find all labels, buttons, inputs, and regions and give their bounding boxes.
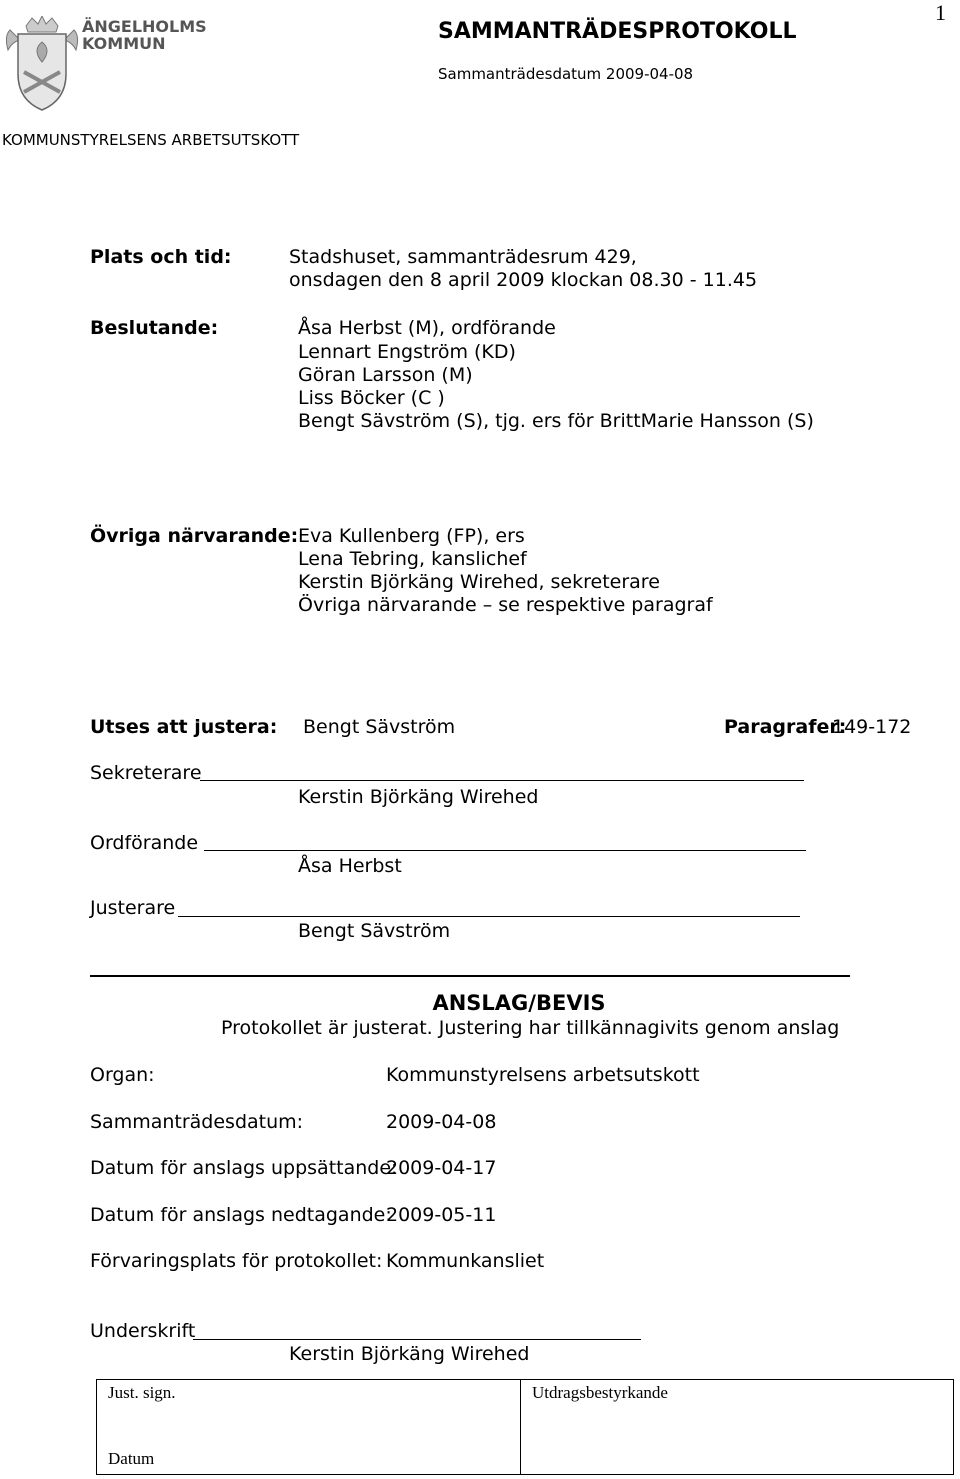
page-number: 1 xyxy=(935,0,946,25)
notice-row-value: 2009-04-08 xyxy=(386,1111,497,1133)
footer-table-divider xyxy=(520,1380,521,1474)
place-line: Stadshuset, sammanträdesrum 429, xyxy=(289,246,637,268)
notice-subtitle: Protokollet är justerat. Justering har tillkännagivits genom anslag xyxy=(221,1017,840,1039)
notice-row-label: Sammanträdesdatum: xyxy=(90,1111,304,1133)
notice-row-label: Datum för anslags uppsättande: xyxy=(90,1157,398,1179)
notice-row-value: 2009-05-11 xyxy=(386,1204,497,1226)
adjuster-signature-line xyxy=(178,916,800,917)
org-name-line2: KOMMUN xyxy=(82,34,166,53)
deciding-label: Beslutande: xyxy=(90,317,219,339)
notice-row-label: Datum för anslags nedtagande: xyxy=(90,1204,392,1226)
signature-label: Underskrift xyxy=(90,1320,196,1342)
deciding-member: Liss Böcker (C ) xyxy=(298,387,445,409)
just-sign-label: Just. sign. xyxy=(108,1383,176,1402)
adjuster-signature-name: Bengt Sävström xyxy=(298,920,451,942)
deciding-member: Göran Larsson (M) xyxy=(298,364,473,386)
footer-table xyxy=(96,1379,954,1475)
notice-signature-line xyxy=(193,1339,641,1340)
coat-of-arms-icon xyxy=(2,16,82,112)
document-title: SAMMANTRÄDESPROTOKOLL xyxy=(438,19,797,44)
chair-signature-line xyxy=(204,850,806,851)
adjuster-role: Justerare xyxy=(90,897,176,919)
section-divider xyxy=(90,975,850,977)
adjuster-name: Bengt Sävström xyxy=(303,716,456,738)
deciding-member: Lennart Engström (KD) xyxy=(298,341,516,363)
secretary-signature-line xyxy=(200,780,804,781)
other-attendee: Eva Kullenberg (FP), ers xyxy=(298,525,525,547)
place-time-label: Plats och tid: xyxy=(90,246,232,268)
notice-row-label: Organ: xyxy=(90,1064,155,1086)
secretary-name: Kerstin Björkäng Wirehed xyxy=(298,786,539,808)
paragraphs-range: 149-172 xyxy=(832,716,912,738)
time-line: onsdagen den 8 april 2009 klockan 08.30 - 11.45 xyxy=(289,269,758,291)
meeting-date-header: Sammanträdesdatum 2009-04-08 xyxy=(438,65,694,83)
notice-row-value: Kommunstyrelsens arbetsutskott xyxy=(386,1064,700,1086)
notice-row-value: 2009-04-17 xyxy=(386,1157,497,1179)
chair-role: Ordförande xyxy=(90,832,199,854)
date-label: Datum xyxy=(108,1449,155,1468)
deciding-member: Bengt Sävström (S), tjg. ers för BrittMarie Hansson (S) xyxy=(298,410,814,432)
chair-name: Åsa Herbst xyxy=(298,855,402,877)
deciding-member: Åsa Herbst (M), ordförande xyxy=(298,317,556,339)
other-attendee: Lena Tebring, kanslichef xyxy=(298,548,527,570)
other-attendee: Kerstin Björkäng Wirehed, sekreterare xyxy=(298,571,660,593)
certification-label: Utdragsbestyrkande xyxy=(532,1383,668,1402)
signature-name: Kerstin Björkäng Wirehed xyxy=(289,1343,530,1365)
adjuster-label: Utses att justera: xyxy=(90,716,278,738)
notice-row-value: Kommunkansliet xyxy=(386,1250,545,1272)
notice-title: ANSLAG/BEVIS xyxy=(432,991,606,1015)
paragraphs-label: Paragrafer: xyxy=(724,716,847,738)
other-attendee: Övriga närvarande – se respektive paragraf xyxy=(298,594,713,616)
secretary-role: Sekreterare xyxy=(90,762,202,784)
org-name-line1: ÄNGELHOLMS xyxy=(82,17,207,36)
committee-name: KOMMUNSTYRELSENS ARBETSUTSKOTT xyxy=(2,131,300,149)
notice-row-label: Förvaringsplats för protokollet: xyxy=(90,1250,383,1272)
others-label: Övriga närvarande: xyxy=(90,525,299,547)
